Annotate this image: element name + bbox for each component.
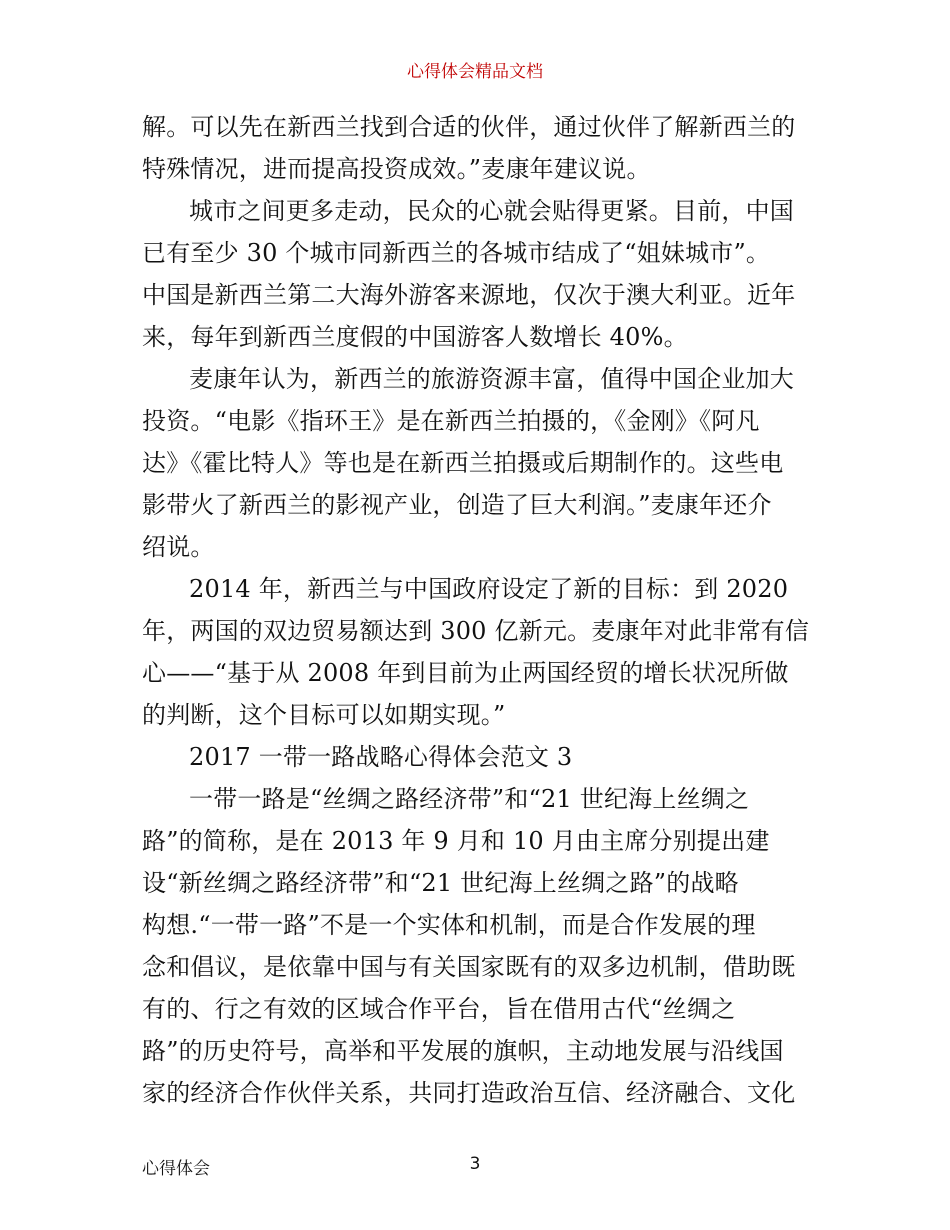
text-line: 路”的历史符号，高举和平发展的旗帜，主动地发展与沿线国 bbox=[142, 1037, 784, 1065]
footer-label: 心得体会 bbox=[142, 1159, 210, 1179]
text-line: 年，两国的双边贸易额达到 300 亿新元。麦康年对此非常有信 bbox=[142, 617, 810, 645]
text-line: 投资。“电影《指环王》是在新西兰拍摄的，《金刚》《阿凡 bbox=[142, 407, 760, 435]
text-line: 来，每年到新西兰度假的中国游客人数增长 40%。 bbox=[142, 323, 688, 351]
document-body bbox=[142, 106, 814, 1114]
text-line: 的判断，这个目标可以如期实现。” bbox=[142, 701, 506, 729]
text-line: 麦康年认为，新西兰的旅游资源丰富，值得中国企业加大 bbox=[189, 365, 794, 393]
text-line: 特殊情况，进而提高投资成效。”麦康年建议说。 bbox=[142, 155, 651, 183]
text-line: 中国是新西兰第二大海外游客来源地，仅次于澳大利亚。近年 bbox=[142, 281, 796, 309]
text-line: 2014 年，新西兰与中国政府设定了新的目标：到 2020 bbox=[189, 575, 789, 603]
section-heading: 2017 一带一路战略心得体会范文 3 bbox=[189, 743, 573, 771]
text-line: 家的经济合作伙伴关系，共同打造政治互信、经济融合、文化 bbox=[142, 1079, 796, 1107]
document-header-title: 心得体会精品文档 bbox=[407, 62, 543, 82]
text-line: 绍说。 bbox=[142, 533, 215, 561]
text-line: 城市之间更多走动，民众的心就会贴得更紧。目前，中国 bbox=[189, 197, 794, 225]
text-line: 影带火了新西兰的影视产业，创造了巨大利润。”麦康年还介 bbox=[142, 491, 772, 519]
text-line: 念和倡议，是依靠中国与有关国家既有的双多边机制，借助既 bbox=[142, 953, 796, 981]
text-line: 设“新丝绸之路经济带”和“21 世纪海上丝绸之路”的战略 bbox=[142, 869, 739, 897]
text-line: 一带一路是“丝绸之路经济带”和“21 世纪海上丝绸之 bbox=[189, 785, 750, 813]
page-number: 3 bbox=[469, 1154, 481, 1174]
text-line: 路”的简称，是在 2013 年 9 月和 10 月由主席分别提出建 bbox=[142, 827, 770, 855]
text-line: 解。可以先在新西兰找到合适的伙伴，通过伙伴了解新西兰的 bbox=[142, 113, 796, 141]
text-line: 构想.“一带一路”不是一个实体和机制，而是合作发展的理 bbox=[142, 911, 756, 939]
text-line: 有的、行之有效的区域合作平台，旨在借用古代“丝绸之 bbox=[142, 995, 736, 1023]
text-line: 心——“基于从 2008 年到目前为止两国经贸的增长状况所做 bbox=[142, 659, 789, 687]
text-line: 达》《霍比特人》等也是在新西兰拍摄或后期制作的。这些电 bbox=[142, 449, 784, 477]
text-line: 已有至少 30 个城市同新西兰的各城市结成了“姐妹城市”。 bbox=[142, 239, 771, 267]
